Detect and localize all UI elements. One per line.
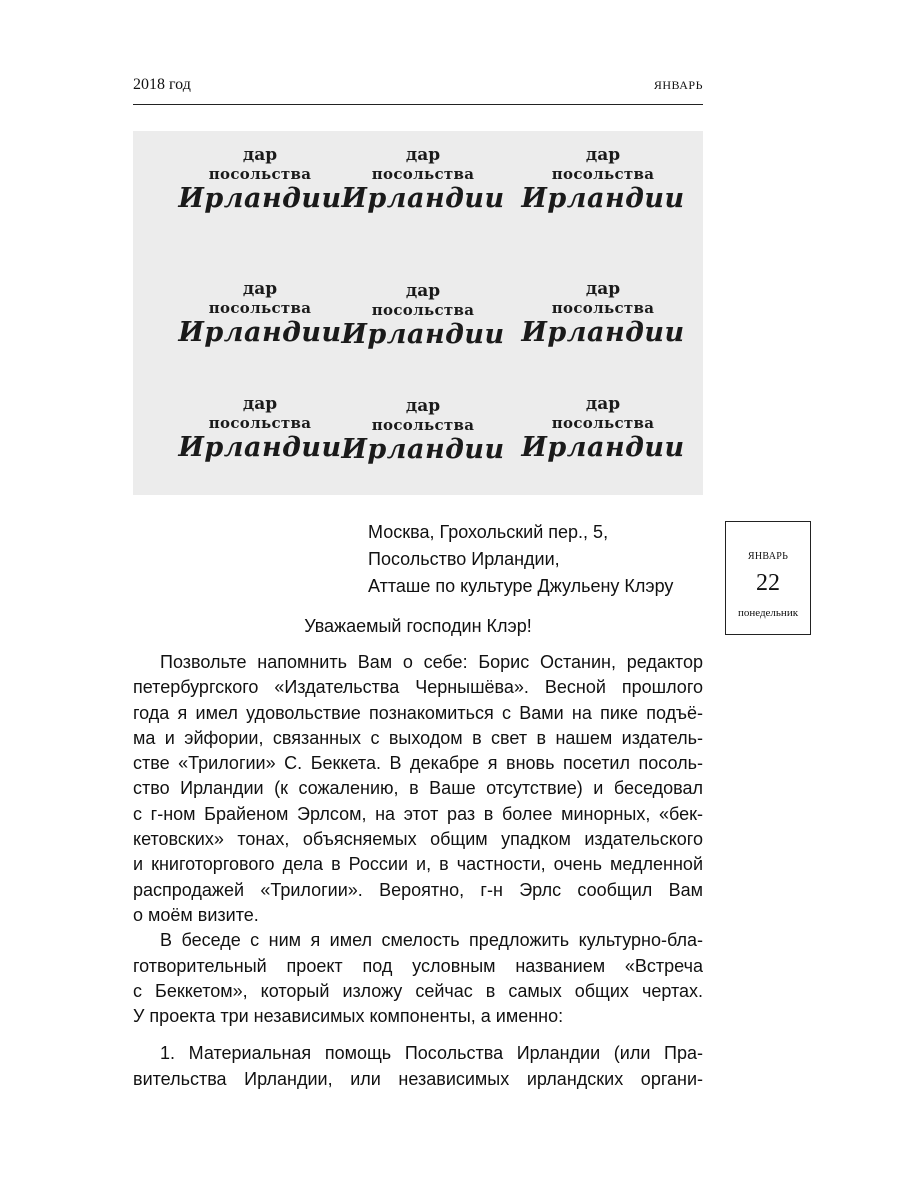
stamp bbox=[513, 145, 693, 215]
text-line: и книготоргового дела в России и, в частности, очень медленной bbox=[133, 854, 703, 875]
text-line: ство Ирландии (к сожалению, в Ваше отсутствие) и беседовал bbox=[133, 778, 703, 799]
text-line: В беседе с ним я имел смелость предложить культурно-бла- bbox=[160, 930, 703, 951]
stamp-line: Ирландии bbox=[178, 183, 342, 214]
paragraph-gap bbox=[133, 1029, 703, 1041]
stamp-line: посольства bbox=[551, 165, 655, 183]
stamp-line: дар bbox=[242, 145, 278, 165]
stamp-line: дар bbox=[242, 279, 278, 299]
stamp-line: посольства bbox=[371, 165, 475, 183]
calendar-weekday: понедельник bbox=[737, 607, 799, 619]
stamp-line: Ирландии bbox=[521, 317, 685, 348]
stamp-line: дар bbox=[242, 394, 278, 414]
text-line: распродажей «Трилогии». Вероятно, г-н Эрлс сообщил Вам bbox=[133, 879, 703, 900]
stamp-line: посольства bbox=[208, 414, 312, 432]
stamp-line: посольства bbox=[551, 299, 655, 317]
text-line: стве «Трилогии» С. Беккета. В декабре я вновь посетил посоль- bbox=[133, 753, 703, 774]
stamp bbox=[170, 394, 350, 464]
header-rule bbox=[133, 104, 703, 105]
stamp-line: посольства bbox=[371, 416, 475, 434]
stamp-line: Ирландии bbox=[341, 183, 505, 214]
text-line: готворительный проект под условным названием «Встреча bbox=[133, 955, 703, 976]
stamp-line: посольства bbox=[371, 301, 475, 319]
text-line: вительства Ирландии, или независимых ирландских органи- bbox=[133, 1068, 703, 1089]
text-line: У проекта три независимых компоненты, а именно: bbox=[133, 1006, 564, 1027]
header-month: ЯНВАРЬ bbox=[653, 78, 703, 92]
stamp-line: посольства bbox=[551, 414, 655, 432]
stamp bbox=[513, 394, 693, 464]
text-line: о моём визите. bbox=[133, 904, 259, 925]
text-line: с Беккетом», который изложу сейчас в самых общих чертах. bbox=[133, 980, 703, 1001]
text-line: года я имел удовольствие познакомиться с Вами на пике подъё- bbox=[133, 702, 703, 723]
stamp-line: дар bbox=[585, 145, 621, 165]
address-line: Атташе по культуре Джульену Клэру bbox=[368, 576, 674, 596]
calendar-date-box bbox=[725, 521, 811, 635]
stamp-line: Ирландии bbox=[178, 317, 342, 348]
text-line: с г-ном Брайеном Эрлсом, на этот раз в более минорных, «бек- bbox=[133, 803, 703, 824]
stamp-line: посольства bbox=[208, 165, 312, 183]
address-line: Москва, Грохольский пер., 5, bbox=[368, 522, 609, 542]
text-line: Позвольте напомнить Вам о себе: Борис Останин, редактор bbox=[160, 652, 703, 672]
stamp-line: дар bbox=[405, 396, 441, 416]
stamp bbox=[333, 281, 513, 351]
calendar-day: 22 bbox=[756, 570, 780, 596]
stamp-line: Ирландии bbox=[521, 432, 685, 463]
stamp bbox=[333, 396, 513, 466]
stamp-line: посольства bbox=[208, 299, 312, 317]
stamp-sheet-image bbox=[133, 131, 703, 495]
running-head bbox=[133, 76, 703, 100]
stamp-line: Ирландии bbox=[341, 434, 505, 465]
stamp bbox=[333, 145, 513, 215]
stamp bbox=[170, 279, 350, 349]
stamp-line: дар bbox=[585, 279, 621, 299]
text-line: 1. Материальная помощь Посольства Ирландии (или Пра- bbox=[160, 1043, 703, 1064]
stamp-line: дар bbox=[405, 145, 441, 165]
header-year: 2018 год bbox=[133, 76, 191, 93]
stamp-line: Ирландии bbox=[178, 432, 342, 463]
calendar-month: ЯНВАРЬ bbox=[747, 551, 789, 562]
text-line: кетовских» тонах, объясняемых общим упадком издательского bbox=[133, 829, 703, 850]
recipient-address bbox=[368, 519, 718, 600]
stamp-line: дар bbox=[585, 394, 621, 414]
stamp-line: Ирландии bbox=[521, 183, 685, 214]
stamp bbox=[513, 279, 693, 349]
text-line: петербургского «Издательства Чернышёва». Весной прошлого bbox=[133, 677, 703, 698]
text-line: ма и эйфории, связанных с выходом в свет в нашем издатель- bbox=[133, 727, 703, 748]
stamp bbox=[170, 145, 350, 215]
letter-body bbox=[133, 650, 703, 1092]
salutation: Уважаемый господин Клэр! bbox=[304, 616, 532, 636]
address-line: Посольство Ирландии, bbox=[368, 549, 560, 569]
stamp-line: Ирландии bbox=[341, 319, 505, 350]
stamp-line: дар bbox=[405, 281, 441, 301]
